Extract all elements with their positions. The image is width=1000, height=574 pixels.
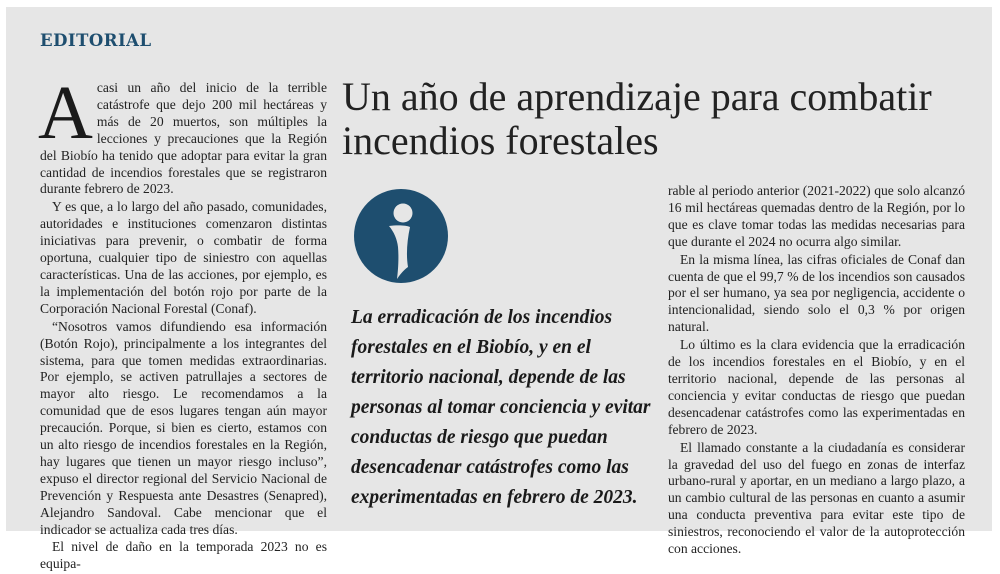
section-label: EDITORIAL <box>40 31 152 50</box>
paragraph: rable al periodo anterior (2021-2022) que solo alcanzó 16 mil hectáreas quemadas dentro de la Región, por lo que es clave tomar todas las medidas necesarias para que durante el 2024 no ocurra algo similar. <box>668 183 965 249</box>
paragraph: “Nosotros vamos difundiendo esa información (Botón Rojo), principalmente a los integrantes del sistema, para que tomen medidas extraordinarias. Por ejemplo, se activen patrullajes a sectores de mayor alto riesgo. Le recomendamos a la comunidad que de esos lugares tengan aún mayor precaución. Porque, si bien es cierto, estamos con un alto riesgo de incendios forestales en la Región, hay lugares que tienen un mayor riesgo incluso”, expuso el director regional del Servicio Nacional de Prevención y Respuesta ante Desastres (Senapred), Alejandro Sandoval. Cabe mencionar que el indicador se actualiza cada tres días. <box>40 318 327 537</box>
headline: Un año de aprendizaje para combatir incendios forestales <box>342 74 932 163</box>
paragraph: casi un año del inicio de la terrible catástrofe que dejo 200 mil hectáreas y más de 20 muertos, son múltiples la lecciones y precauciones que la Región del Biobío ha tenido que adoptar para evitar la gran cantidad de incendios forestales que se registraron durante febrero de 2023. <box>40 80 327 197</box>
paragraph: El llamado constante a la ciudadanía es considerar la gravedad del uso del fuego en zonas de interfaz urbano-rural y aportar, en un mediano a largo plazo, a un cambio cultural de las personas en cuanto a asumir una conducta preventiva para evitar este tipo de siniestros, reconociendo el valor de la autoprotección con acciones. <box>668 439 965 557</box>
info-icon <box>354 189 448 283</box>
column-right <box>668 183 965 559</box>
drop-cap: A <box>38 71 93 155</box>
paragraph: El nivel de daño en la temporada 2023 no es equipa- <box>40 539 327 572</box>
column-left <box>38 71 327 574</box>
paragraph: En la misma línea, las cifras oficiales de Conaf dan cuenta de que el 99,7 % de los incendios son causados por el ser humano, ya sea por negligencia, accidente o intencionalidad, siendo solo el 0,3 % por origen natural. <box>668 251 965 335</box>
paragraph: Y es que, a lo largo del año pasado, comunidades, autoridades e instituciones comenzaron distintas iniciativas para prevenir, o combatir de forma oportuna, cualquier tipo de siniestro con aquellas características. Una de las acciones, por ejemplo, es la implementación del botón rojo por parte de la Corporación Nacional Forestal (Conaf). <box>40 199 327 316</box>
pull-quote: La erradicación de los incendios forestales en el Biobío, y en el territorio nacional, depende de las personas al tomar conciencia y evitar conductas de riesgo que puedan desencadenar catástrofes como las experimentadas en febrero de 2023. <box>351 307 651 508</box>
paragraph: Lo último es la clara evidencia que la erradicación de los incendios forestales en el Biobío, y en el territorio nacional, depende de las personas al conciencia y evitar conductas de riesgo que puedan desencadenar catástrofes como las experimentadas en febrero de 2023. <box>668 337 965 437</box>
newspaper-page <box>6 7 992 572</box>
